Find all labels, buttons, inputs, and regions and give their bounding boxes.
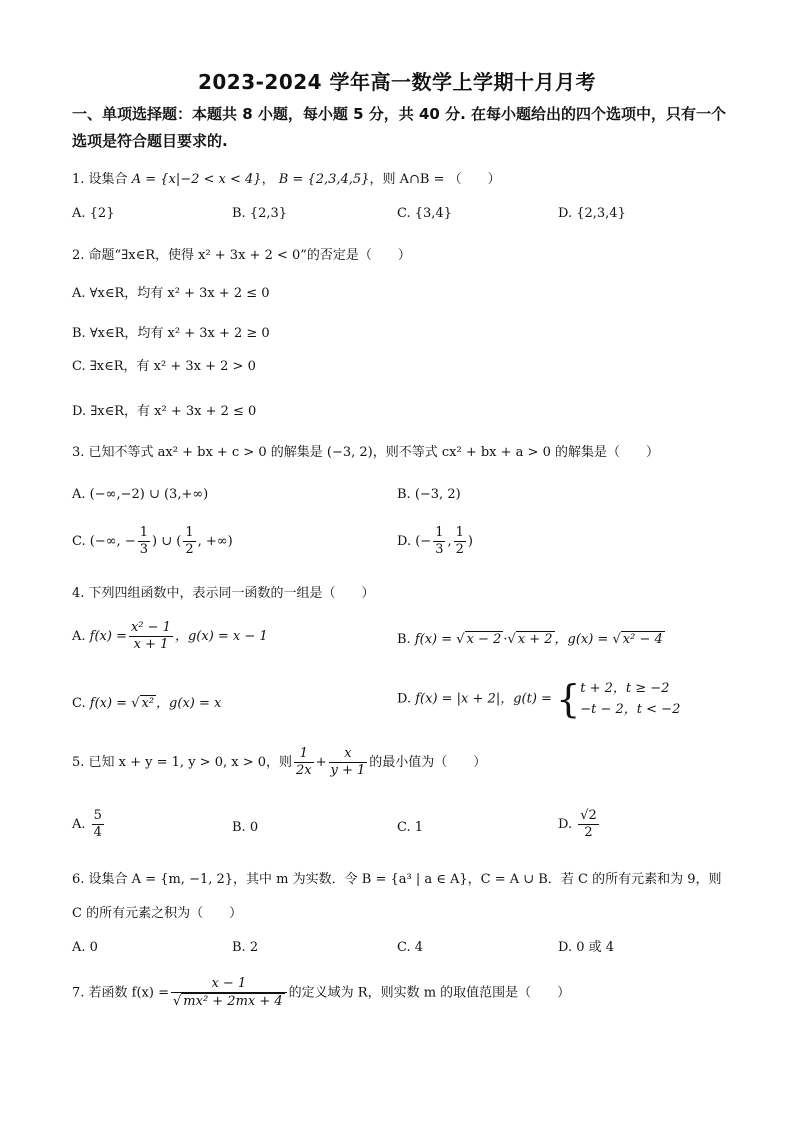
frac-numerator: 1 — [185, 525, 194, 540]
q5-stem-b: 的最小值为（ ） — [369, 755, 487, 770]
q4-b-dot: · — [503, 632, 508, 647]
q3-c-frac1 — [138, 525, 150, 558]
q4-a-f: f(x) = — [89, 629, 127, 644]
frac-denominator: 4 — [93, 825, 102, 840]
q4-option-d — [397, 678, 680, 720]
frac-numerator: 1 — [435, 525, 444, 540]
q1-set-a: A = {x|−2 < x < 4} — [131, 172, 262, 187]
q4-option-b: B. f(x) = √ x − 2 ·√ x + 2 ，g(x) = √ x² − 4 — [397, 632, 663, 647]
q3-d-frac1 — [433, 525, 445, 558]
q4-d-case1: t + 2，t ≥ −2 — [580, 681, 670, 696]
question-3: 3. 已知不等式 ax² + bx + c > 0 的解集是 (−3, 2)，则不等式 cx² + bx + a > 0 的解集是（ ） — [72, 445, 659, 460]
frac-numerator: 5 — [93, 808, 102, 823]
q1-option-a: A. {2} — [72, 206, 115, 221]
q3-c-frac2 — [183, 525, 195, 558]
q5-option-d — [558, 808, 601, 841]
q5-option-a — [72, 808, 106, 841]
q4-d-label: D. — [397, 691, 412, 707]
q1-ask: A∩B = （ ） — [399, 172, 501, 187]
question-2: 2. 命题“∃x∈R，使得 x² + 3x + 2 < 0”的否定是（ ） — [72, 248, 411, 263]
q2-option-d: D. ∃x∈R，有 x² + 3x + 2 ≤ 0 — [72, 404, 257, 419]
question-1: 1. 设集合 A = {x|−2 < x < 4}， B = {2,3,4,5}，则 A∩B = （ ） — [72, 172, 501, 187]
q4-b-label: B. — [397, 632, 411, 647]
question-6-line1: 6. 设集合 A = {m, −1, 2}，其中 m 为实数．令 B = {a³ | a ∈ A}，C = A ∪ B．若 C 的所有元素和为 9，则 — [72, 872, 722, 887]
q4-b-f: f(x) = — [414, 632, 453, 647]
q7-stem-b: 的定义域为 R，则实数 m 的取值范围是（ ） — [288, 985, 571, 1001]
q2-option-c: C. ∃x∈R，有 x² + 3x + 2 > 0 — [72, 359, 256, 374]
q4-c-f: f(x) = — [89, 696, 128, 711]
frac-denominator: 3 — [435, 542, 444, 557]
q5-d-label: D. — [558, 817, 573, 832]
q4-a-frac — [129, 620, 173, 653]
q7-frac — [171, 976, 287, 1010]
frac-denominator: 3 — [139, 542, 148, 557]
question-7 — [72, 976, 570, 1010]
q5-option-c: C. 1 — [397, 820, 424, 835]
frac-numerator: 1 — [455, 525, 464, 540]
question-5 — [72, 746, 486, 779]
frac-numerator: 1 — [139, 525, 148, 540]
q5-frac1 — [294, 746, 314, 779]
frac-denominator: 2 — [584, 825, 593, 840]
question-6-line2: C 的所有元素之积为（ ） — [72, 906, 243, 921]
frac-numerator: x − 1 — [171, 976, 287, 993]
frac-denominator: y + 1 — [330, 763, 366, 778]
q4-b-g: ，g(x) = — [554, 632, 609, 647]
q1-stem-b: ，则 — [369, 172, 396, 187]
q5-a-label: A. — [72, 817, 86, 832]
q2-option-b: B. ∀x∈R，均有 x² + 3x + 2 ≥ 0 — [72, 326, 270, 341]
frac-denominator: 2 — [455, 542, 464, 557]
frac-numerator: 1 — [294, 746, 314, 763]
frac-denominator: 2 — [185, 542, 194, 557]
q4-d-f: f(x) = |x + 2|，g(t) = — [415, 691, 552, 707]
left-brace-icon: { — [556, 677, 581, 721]
q5-option-b: B. 0 — [232, 820, 259, 835]
q3-option-d — [397, 525, 473, 558]
frac-numerator: x — [329, 746, 368, 763]
q4-c-sqrt: x² — [141, 696, 155, 711]
q4-c-g: ，g(x) = x — [156, 696, 222, 711]
q3-d-left: (− — [415, 534, 432, 549]
q1-option-d: D. {2,3,4} — [558, 206, 626, 221]
q5-a-frac — [92, 808, 104, 841]
q7-stem-a: 7. 若函数 f(x) = — [72, 985, 169, 1001]
q3-c-mid: ) ∪ ( — [152, 534, 182, 549]
q1-option-b: B. {2,3} — [232, 206, 288, 221]
q3-option-c — [72, 525, 233, 558]
q4-c-label: C. — [72, 696, 86, 711]
q4-option-c: C. f(x) = √ x² ，g(x) = x — [72, 696, 222, 711]
page-title: 2023-2024 学年高一数学上学期十月月考 — [197, 70, 597, 94]
q3-option-b: B. (−3, 2) — [397, 487, 461, 502]
frac-numerator: √2 — [580, 808, 597, 823]
question-4: 4. 下列四组函数中，表示同一函数的一组是（ ） — [72, 586, 375, 601]
q3-d-frac2 — [454, 525, 466, 558]
q5-frac2 — [329, 746, 368, 779]
q1-stem-a: 1. 设集合 — [72, 172, 128, 187]
q3-d-label: D. — [397, 534, 412, 549]
q6-option-d: D. 0 或 4 — [558, 940, 615, 955]
q4-d-case2: −t − 2，t < −2 — [580, 702, 681, 717]
q3-d-mid: , — [447, 534, 452, 549]
frac-denominator: x + 1 — [133, 637, 169, 652]
q3-c-left: (−∞, − — [89, 534, 136, 549]
frac-denominator: √ mx² + 2mx + 4 — [172, 994, 283, 1009]
q1-option-c: C. {3,4} — [397, 206, 452, 221]
q4-option-a — [72, 620, 268, 653]
q4-a-g: ，g(x) = x − 1 — [174, 629, 268, 644]
frac-denominator: 2x — [296, 763, 312, 778]
q3-option-a: A. (−∞,−2) ∪ (3,+∞) — [72, 487, 209, 502]
q4-d-cases — [580, 678, 680, 720]
q4-b-sqrt1: x − 2 — [466, 632, 502, 647]
q3-c-label: C. — [72, 534, 86, 549]
q7-sqrt: mx² + 2mx + 4 — [183, 994, 283, 1009]
q3-c-right: , +∞) — [197, 534, 233, 549]
q4-b-sqrt2: x + 2 — [517, 632, 553, 647]
q1-set-b: B = {2,3,4,5} — [278, 172, 370, 187]
q6-option-a: A. 0 — [72, 940, 98, 955]
q4-b-sqrt3: x² − 4 — [622, 632, 663, 647]
q5-plus: + — [315, 755, 327, 770]
q5-d-frac — [578, 808, 599, 841]
frac-numerator: x² − 1 — [130, 620, 171, 635]
q2-option-a: A. ∀x∈R，均有 x² + 3x + 2 ≤ 0 — [72, 286, 270, 301]
q6-option-c: C. 4 — [397, 940, 424, 955]
q6-option-b: B. 2 — [232, 940, 259, 955]
q5-stem-a: 5. 已知 x + y = 1, y > 0, x > 0，则 — [72, 755, 292, 770]
q3-d-right: ) — [467, 534, 473, 549]
q4-a-label: A. — [72, 629, 86, 644]
section-heading: 一、单项选择题：本题共 8 小题，每小题 5 分，共 40 分. 在每小题给出的四个选项中，只有一个选项是符合题目要求的. — [72, 105, 727, 150]
